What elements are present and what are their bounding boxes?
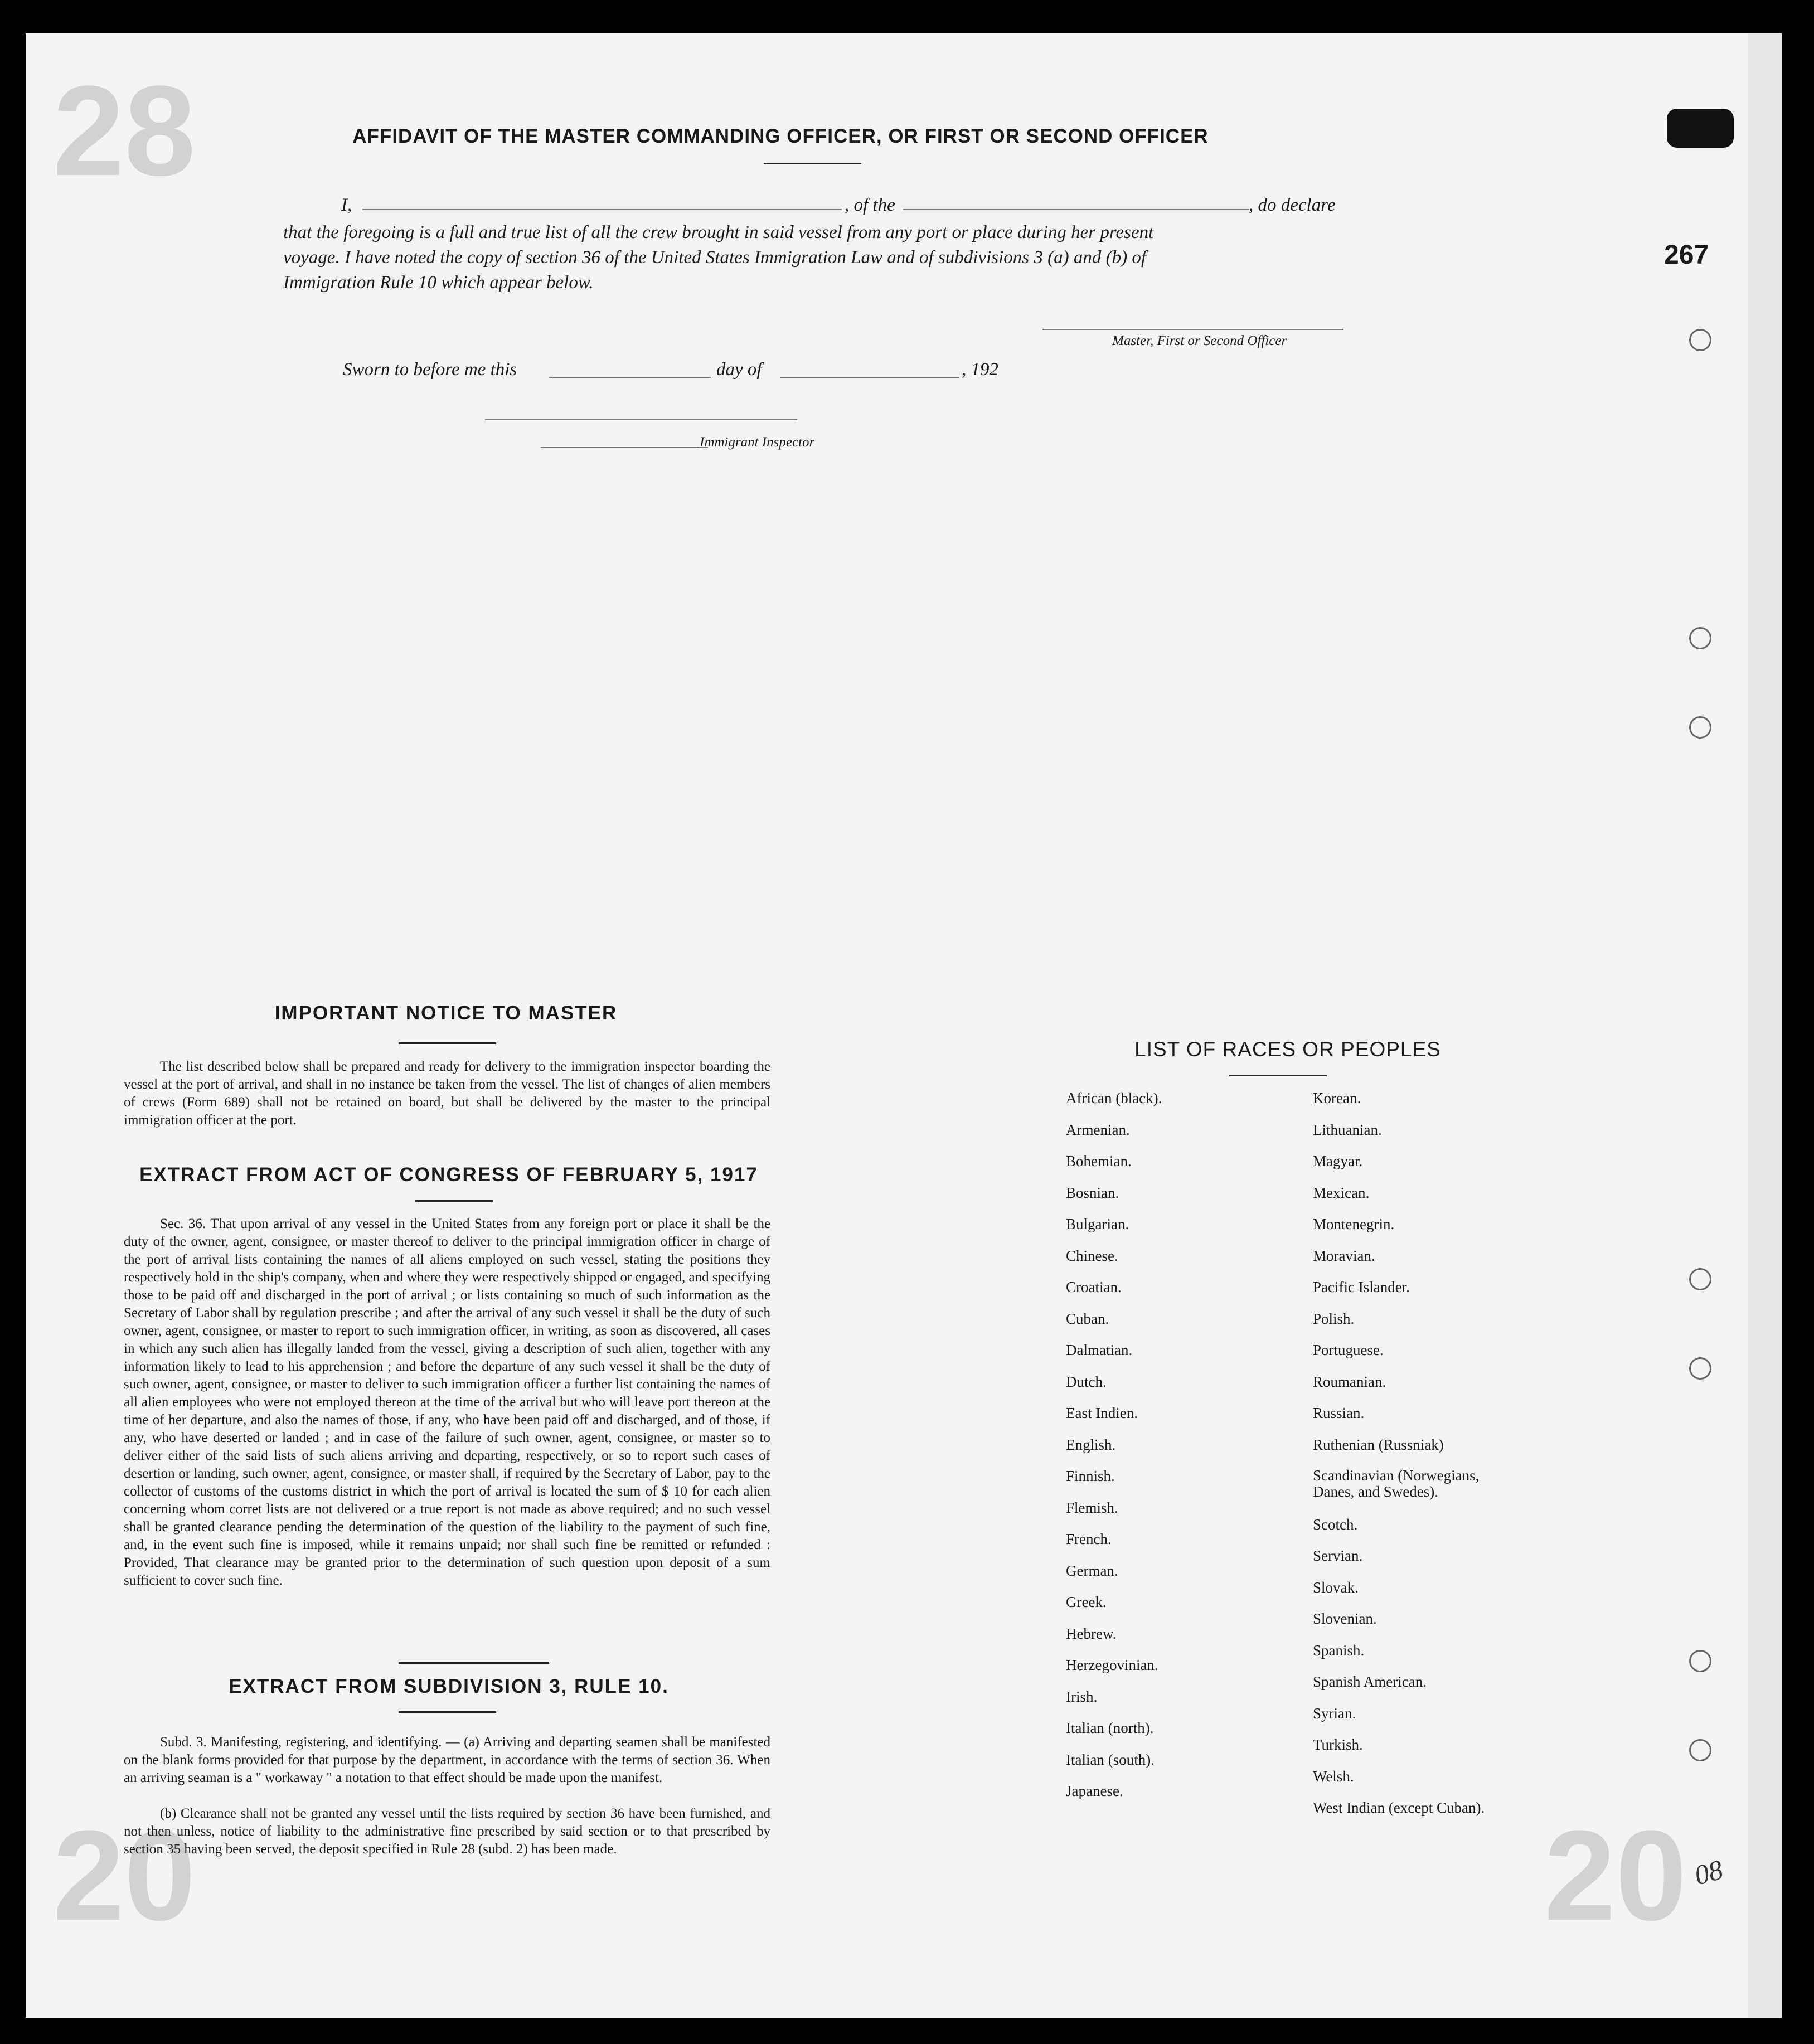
- day-blank: [549, 377, 711, 378]
- year-text: , 192: [962, 360, 998, 380]
- binder-hole: [1689, 627, 1711, 649]
- race-item: Spanish.: [1313, 1642, 1365, 1659]
- sheet-number: 267: [1664, 240, 1709, 270]
- title-underline: [764, 163, 861, 164]
- race-item: Scandinavian (Norwegians, Danes, and Swedes).: [1313, 1467, 1480, 1500]
- affidavit-do-declare: , do declare: [1249, 195, 1336, 215]
- race-item: Polish.: [1313, 1310, 1355, 1327]
- races-title: LIST OF RACES OR PEOPLES: [1134, 1038, 1441, 1061]
- race-item: Italian (north).: [1066, 1720, 1154, 1736]
- race-item: African (black).: [1066, 1090, 1162, 1106]
- inspector-label: Immigrant Inspector: [700, 435, 815, 450]
- race-item: English.: [1066, 1436, 1116, 1453]
- race-item: Syrian.: [1313, 1705, 1356, 1722]
- race-item: Lithuanian.: [1313, 1121, 1382, 1138]
- affidavit-line-3: Immigration Rule 10 which appear below.: [283, 273, 594, 293]
- race-item: Chinese.: [1066, 1247, 1118, 1264]
- binder-hole: [1689, 716, 1711, 739]
- binder-hole: [1689, 329, 1711, 351]
- race-item: Servian.: [1313, 1547, 1363, 1564]
- affidavit-title: AFFIDAVIT OF THE MASTER COMMANDING OFFICER, OR FIRST OR SECOND OFFICER: [352, 125, 1209, 147]
- race-item: Armenian.: [1066, 1121, 1130, 1138]
- inspector-signature-line: [541, 447, 708, 448]
- affidavit-of-the: , of the: [845, 195, 895, 215]
- notice-underline: [399, 1042, 496, 1044]
- race-item: Spanish American.: [1313, 1673, 1427, 1690]
- sworn-text: Sworn to before me this: [343, 360, 517, 380]
- binder-hole: [1689, 1268, 1711, 1290]
- race-item: Greek.: [1066, 1594, 1107, 1610]
- race-item: Portuguese.: [1313, 1342, 1384, 1358]
- race-item: Magyar.: [1313, 1153, 1363, 1169]
- race-item: Korean.: [1313, 1090, 1361, 1106]
- month-blank: [780, 377, 959, 378]
- race-item: Italian (south).: [1066, 1751, 1155, 1768]
- race-item: Bohemian.: [1066, 1153, 1132, 1169]
- race-item: Herzegovinian.: [1066, 1657, 1158, 1673]
- race-item: Japanese.: [1066, 1783, 1123, 1799]
- race-item: West Indian (except Cuban).: [1313, 1799, 1485, 1816]
- race-item: Dalmatian.: [1066, 1342, 1133, 1358]
- rule-divider: [399, 1662, 549, 1664]
- race-item: Ruthenian (Russniak): [1313, 1436, 1444, 1453]
- ghost-stamp-bottom-right: 20: [1544, 1804, 1687, 1947]
- race-item: Turkish.: [1313, 1736, 1363, 1753]
- race-item: Hebrew.: [1066, 1625, 1117, 1642]
- race-item: Pacific Islander.: [1313, 1279, 1410, 1295]
- rule-title: EXTRACT FROM SUBDIVISION 3, RULE 10.: [229, 1676, 669, 1697]
- race-item: Slovak.: [1313, 1579, 1359, 1596]
- race-item: Bosnian.: [1066, 1184, 1119, 1201]
- race-item: Bulgarian.: [1066, 1216, 1129, 1232]
- notice-title: IMPORTANT NOTICE TO MASTER: [274, 1002, 618, 1024]
- race-item: Welsh.: [1313, 1768, 1354, 1785]
- race-item: German.: [1066, 1562, 1118, 1579]
- binder-hole: [1689, 1739, 1711, 1761]
- vessel-blank: [903, 209, 1249, 210]
- act-underline: [415, 1200, 493, 1202]
- race-item: Roumanian.: [1313, 1373, 1386, 1390]
- rule-text-a: Subd. 3. Manifesting, registering, and identifying. — (a) Arriving and departing seamen shall be manifested on the blank forms provided for that purpose by the department, in accordance with the terms of section 36. When an arriving seaman is a " workaway " a notation to that effect should be made upon the manifest.: [124, 1735, 770, 1785]
- races-underline: [1229, 1075, 1327, 1076]
- race-item: Scotch.: [1313, 1516, 1358, 1533]
- act-title: EXTRACT FROM ACT OF CONGRESS OF FEBRUARY 5, 1917: [139, 1164, 758, 1186]
- rule-underline: [399, 1711, 496, 1713]
- day-of-text: day of: [716, 360, 762, 380]
- binder-hole: [1689, 1650, 1711, 1672]
- race-item: Irish.: [1066, 1688, 1098, 1705]
- ghost-stamp-top-left: 28: [53, 59, 196, 202]
- master-label: Master, First or Second Officer: [1112, 333, 1287, 348]
- race-item: French.: [1066, 1531, 1112, 1547]
- document-page: [26, 33, 1750, 2018]
- page-edge: [1748, 33, 1782, 2018]
- race-item: Flemish.: [1066, 1499, 1118, 1516]
- race-item: Finnish.: [1066, 1468, 1115, 1484]
- race-item: Montenegrin.: [1313, 1216, 1395, 1232]
- act-text: Sec. 36. That upon arrival of any vessel in the United States from any foreign port or place it shall be the duty of the owner, agent, consignee, or master thereof to deliver to the principal immigration officer in charge of the port of arrival lists containing the names of all aliens employed on such vessel, stating the positions they respectively hold in the ship's company, when and where they were respectively shipped or engaged, and specifying those to be paid off and discharged in the port of arrival ; or lists containing so much of such information as the Secretary of Labor shall by regulation prescribe ; and after the arrival of any such vessel it shall be the duty of such owner, agent, consignee, or master to report to such immigration officer, in writing, as soon as discovered, all cases in which any such alien has illegally landed from the vessel, giving a description of such alien, together with any information likely to lead to his apprehension ; and before the departure of any such vessel it shall be the duty of such owner, agent, consignee, or master to deliver to such immigration officer a further list containing the names of all alien employees who were not employed thereon at the time of the arrival but who will leave port thereon at the time of her departure, and also the names of those, if any, who have been paid off and discharged, and of those, if any, who have deserted or landed ; and in case of the failure of such owner, agent, consignee, or master so to deliver either of the said lists of such aliens arriving and departing, respectively, or so to report such cases of desertion or landing, such owner, agent, consignee, or master shall, if required by the Secretary of Labor, pay to the collector of customs of the customs district in which the port of arrival is located the sum of $ 10 for each alien concerning whom corret lists are not delivered or a true report is not made as above required; and no such vessel shall be granted clearance pending the determination of the question of the liability to the payment of such fine, and, in the event such fine is imposed, while it remains unpaid; nor shall such fine be remitted or refunded : Provided, That clearance may be granted prior to the determination of such question upon deposit of a sum sufficient to cover such fine.: [124, 1216, 770, 1588]
- race-item: East Indien.: [1066, 1405, 1138, 1421]
- notice-text: The list described below shall be prepared and ready for delivery to the immigration inspector boarding the vessel at the port of arrival, and shall in no instance be taken from the vessel. The list of changes of alien members of crews (Form 689) shall not be retained on board, but shall be delivered by the master to the principal immigration officer at the port.: [124, 1059, 770, 1128]
- race-item: Russian.: [1313, 1405, 1365, 1421]
- race-item: Cuban.: [1066, 1310, 1109, 1327]
- affidavit-i: I,: [341, 195, 352, 215]
- binder-hole: [1689, 1357, 1711, 1380]
- name-blank: [362, 209, 842, 210]
- rule-text-b: (b) Clearance shall not be granted any vessel until the lists required by section 36 have been furnished, and not then unless, notice of liability to the administrative fine prescribed by said section or to that prescribed by section 35 having been served, the deposit specified in Rule 28 (subd. 2) has been made.: [124, 1806, 770, 1857]
- handwritten-number: 08: [1691, 1853, 1726, 1891]
- race-item: Croatian.: [1066, 1279, 1122, 1295]
- affidavit-line-2: voyage. I have noted the copy of section 36 of the United States Immigration Law and of subdivisions 3 (a) and (b) of: [283, 247, 1147, 268]
- race-item: Mexican.: [1313, 1184, 1370, 1201]
- ghost-stamp-bottom-left: 20: [53, 1804, 196, 1947]
- affidavit-line-1: that the foregoing is a full and true list of all the crew brought in said vessel from any port or place during her present: [283, 222, 1154, 242]
- race-item: Slovenian.: [1313, 1610, 1377, 1627]
- master-signature-line: [1042, 329, 1343, 330]
- race-item: Moravian.: [1313, 1247, 1375, 1264]
- sworn-line: [485, 419, 797, 420]
- affidavit-text: [283, 220, 1354, 295]
- ink-mark: [1667, 109, 1734, 148]
- race-item: Dutch.: [1066, 1373, 1107, 1390]
